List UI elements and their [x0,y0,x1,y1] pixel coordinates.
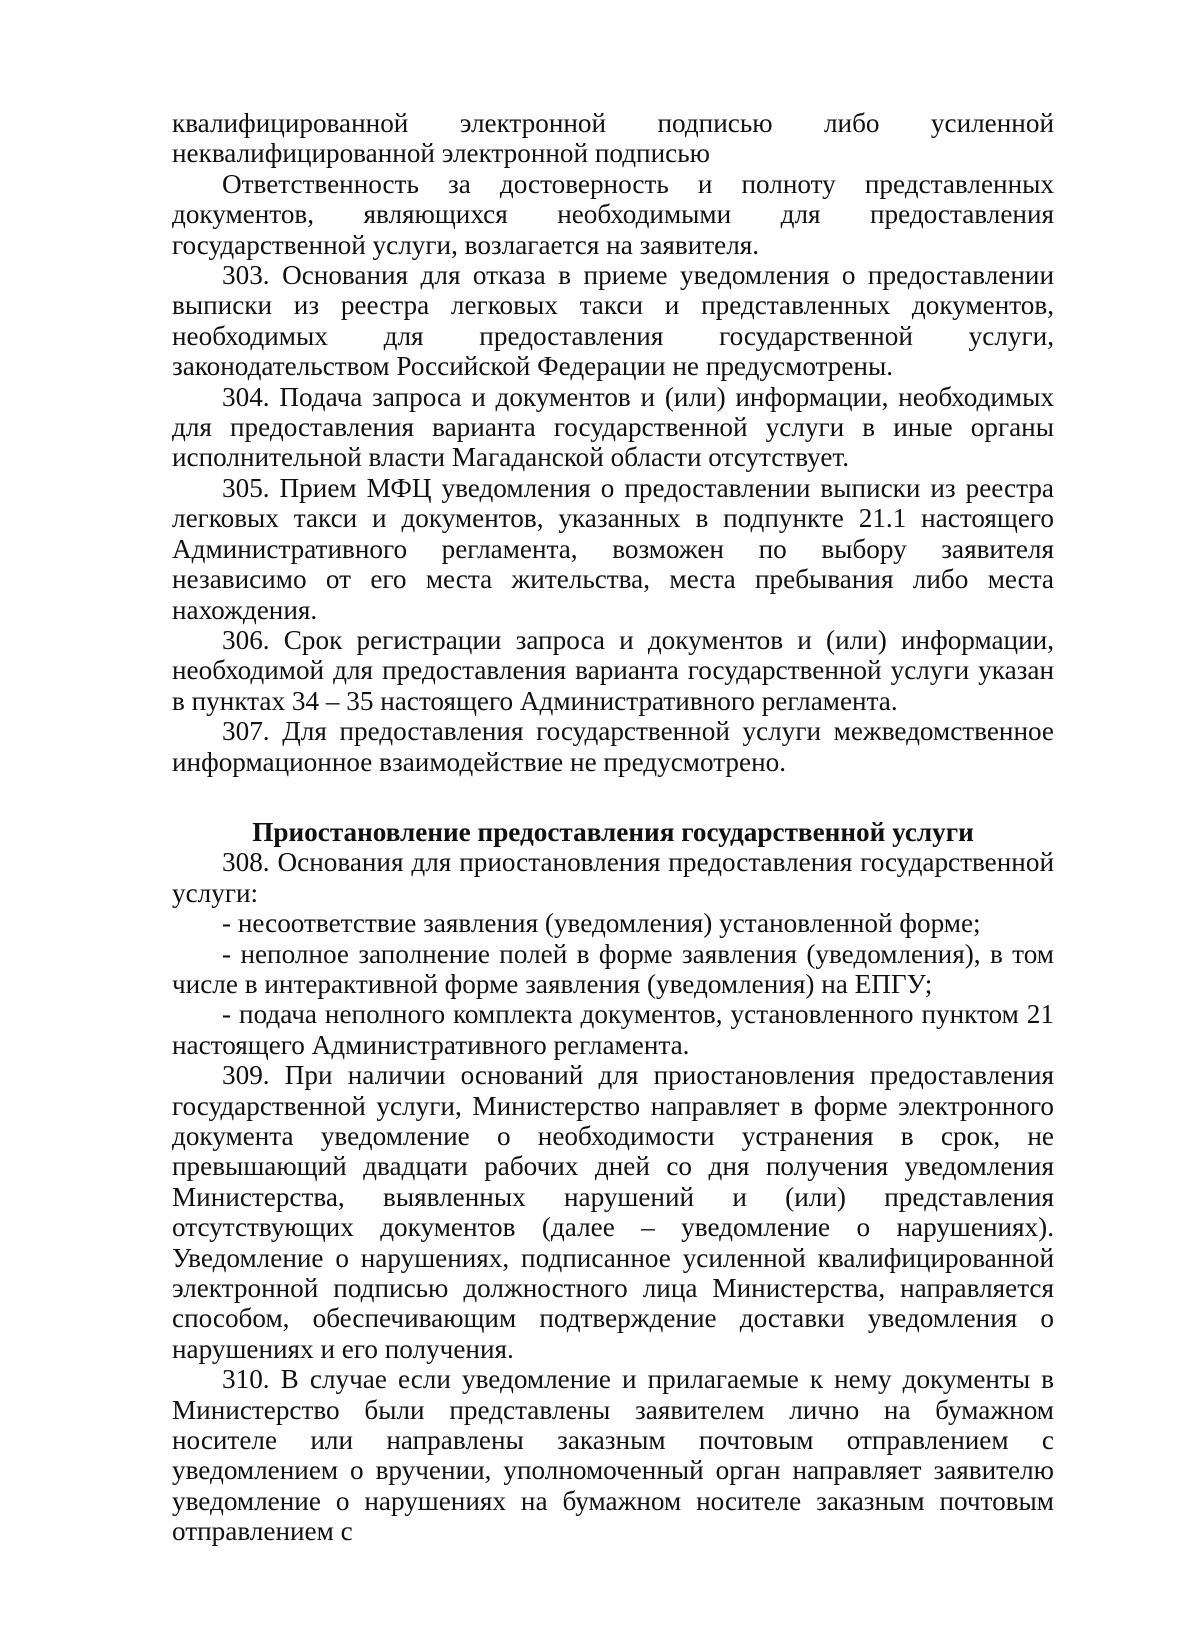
paragraph-304: 304. Подача запроса и документов и (или) информации, необходимых для предоставления варианта государственной услуги в иные органы исполнительной власти Магаданской области отсутствует. [172,381,1054,473]
section-heading: Приостановление предоставления государственной услуги [252,816,974,847]
paragraph-309: 309. При наличии оснований для приостановления предоставления государственной услуги, Министерство направляет в форме электронного документа уведомление о необходимости устранения в срок, не превышающий двадцати рабочих дней со дня получения уведомления Министерства, выявленных нарушений и (или) представления отсутствующих документов (далее – уведомление о нарушениях). Уведомление о нарушениях, подписанное усиленной квалифицированной электронной подписью должностного лица Министерства, направляется способом, обеспечивающим подтверждение доставки уведомления о нарушениях и его получения. [172,1060,1054,1364]
document-page [172,108,1054,1547]
responsibility-paragraph: Ответственность за достоверность и полноту представленных документов, являющихся необходимыми для предоставления государственной услуги, возлагается на заявителя. [172,168,1054,260]
paragraph-310: 310. В случае если уведомление и прилагаемые к нему документы в Министерство были представлены заявителем лично на бумажном носителе или направлены заказным почтовым отправлением с уведомлением о вручении, уполномоченный орган направляет заявителю уведомление о нарушениях на бумажном носителе заказным почтовым отправлением с [172,1364,1054,1547]
paragraph-306: 306. Срок регистрации запроса и документов и (или) информации, необходимой для предоставления варианта государственной услуги указан в пунктах 34 – 35 настоящего Административного регламента. [172,624,1054,716]
continuation-paragraph: квалифицированной электронной подписью либо усиленной неквалифицированной электронной подписью [172,108,1054,169]
paragraph-305: 305. Прием МФЦ уведомления о предоставлении выписки из реестра легковых такси и документов, указанных в подпункте 21.1 настоящего Административного регламента, возможен по выбору заявителя независимо от его места жительства, места пребывания либо места нахождения. [172,472,1054,625]
paragraph-303: 303. Основания для отказа в приеме уведомления о предоставлении выписки из реестра легковых такси и представленных документов, необходимых для предоставления государственной услуги, законодательством Российской Федерации не предусмотрены. [172,260,1054,382]
paragraph-307: 307. Для предоставления государственной услуги межведомственное информационное взаимодействие не предусмотрено. [172,716,1054,777]
paragraph-308: 308. Основания для приостановления предоставления государственной услуги: [172,847,1054,908]
list-item: - несоответствие заявления (уведомления) установленной форме; [222,908,981,939]
list-item: - неполное заполнение полей в форме заявления (уведомления), в том числе в интерактивной форме заявления (уведомления) на ЕПГУ; [172,938,1054,999]
list-item: - подача неполного комплекта документов, установленного пунктом 21 настоящего Административного регламента. [172,999,1054,1060]
